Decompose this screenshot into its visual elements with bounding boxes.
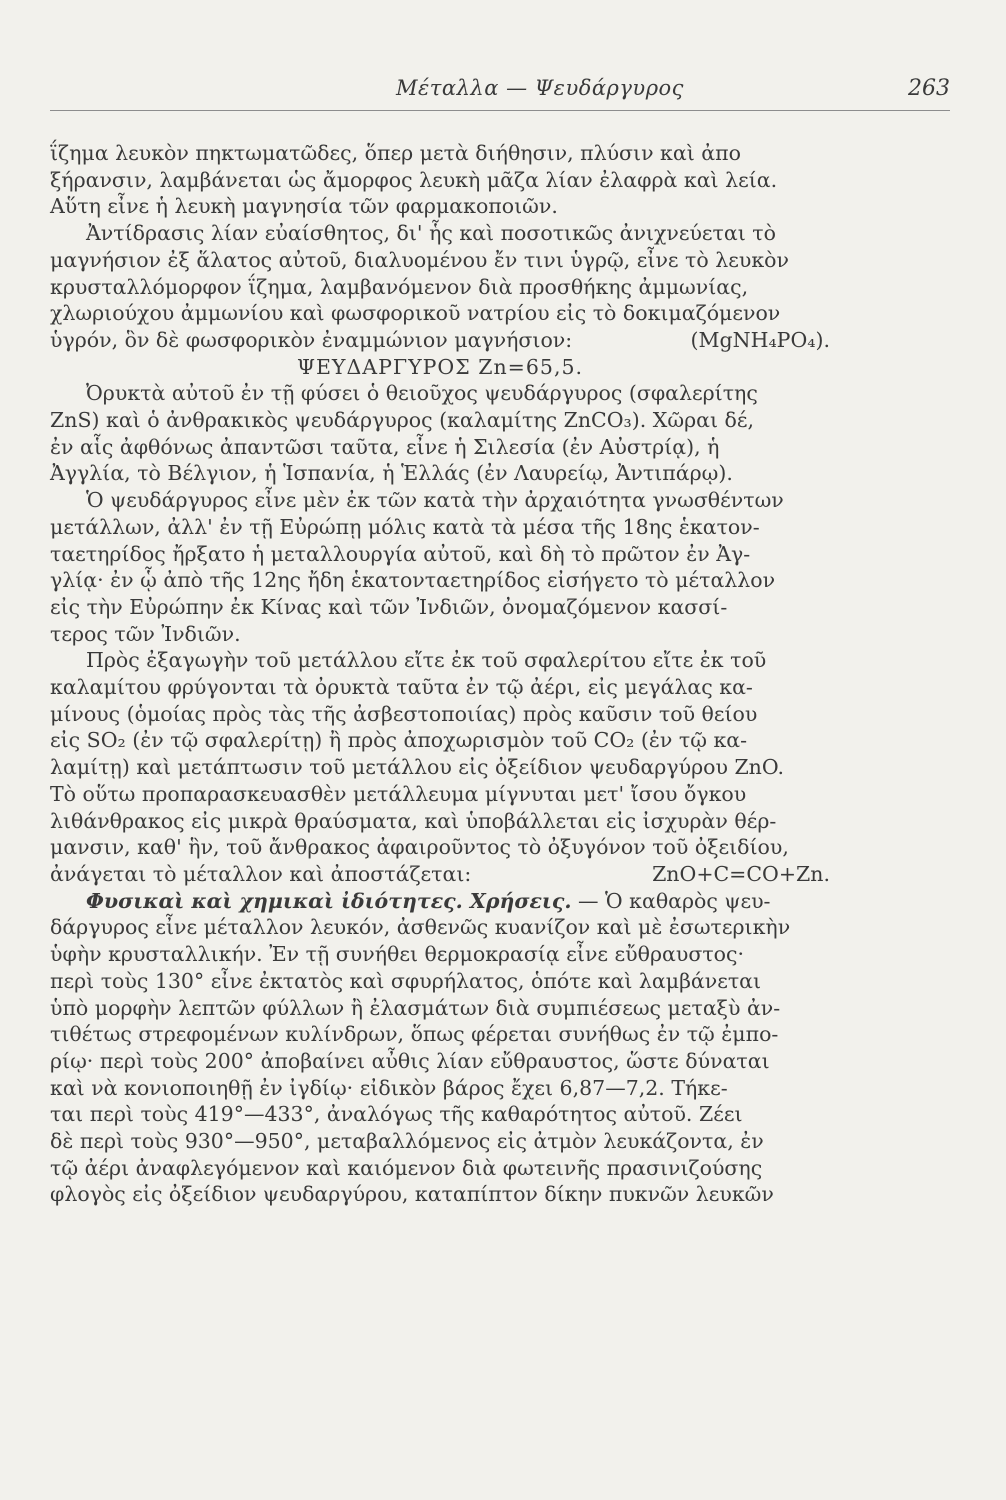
text-line: ξήρανσιν, λαμβάνεται ὡς ἄμορφος λευκὴ μᾶζα λίαν ἐλαφρὰ καὶ λεία. xyxy=(50,167,778,192)
text-line: ὑφὴν κρυσταλλικήν. Ἐν τῇ συνήθει θερμοκρασίᾳ εἶνε εὔθραυστος· xyxy=(50,942,745,967)
text-line: Ὀρυκτὰ αὐτοῦ ἐν τῇ φύσει ὁ θειοῦχος ψευδάργυρος (σφαλερίτης xyxy=(86,381,758,406)
chemical-formula: (MgNH₄PO₄). xyxy=(690,327,830,352)
text-line: ἐν αἷς ἀφθόνως ἀπαντῶσι ταῦτα, εἶνε ἡ Σιλεσία (ἐν Αὐστρίᾳ), ἡ xyxy=(50,434,720,459)
text-line: ΐζημα λευκὸν πηκτωματῶδες, ὅπερ μετὰ διήθησιν, πλύσιν καὶ ἀπο xyxy=(50,141,741,165)
body-text xyxy=(50,140,830,1208)
text-line: λιθάνθρακος εἰς μικρὰ θραύσματα, καὶ ὑποβάλλεται εἰς ἰσχυρὰν θέρ- xyxy=(50,808,777,833)
text-line: Αὕτη εἶνε ἡ λευκὴ μαγνησία τῶν φαρμακοποιῶν. xyxy=(50,194,558,219)
text-line xyxy=(50,888,830,915)
text-line: δάργυρος εἶνε μέταλλον λευκόν, ἀσθενῶς κυανίζον καὶ μὲ ἐσωτερικὴν xyxy=(50,915,791,940)
text-line: Ἀγγλία, τὸ Βέλγιον, ἡ Ἱσπανία, ἡ Ἑλλάς (ἐν Λαυρείῳ, Ἀντιπάρῳ). xyxy=(50,461,733,486)
text-line: τερος τῶν Ἰνδιῶν. xyxy=(50,621,241,646)
text-line: φλογὸς εἰς ὀξείδιον ψευδαργύρου, καταπίπτον δίκην πυκνῶν λευκῶν xyxy=(50,1182,774,1207)
text-line: μανσιν, καθ' ἣν, τοῦ ἄνθρακος ἀφαιροῦντος τὸ ὀξυγόνον τοῦ ὀξειδίου, xyxy=(50,835,789,860)
text-line: Πρὸς ἐξαγωγὴν τοῦ μετάλλου εἴτε ἐκ τοῦ σφαλερίτου εἴτε ἐκ τοῦ xyxy=(86,648,767,673)
line-text: ἀνάγεται τὸ μέταλλον καὶ ἀποστάζεται: xyxy=(50,861,472,886)
text-line: Τὸ οὕτω προπαρασκευασθὲν μετάλλευμα μίγνυται μετ' ἴσου ὄγκου xyxy=(50,781,747,806)
text-line: ται περὶ τοὺς 419°—433°, ἀναλόγως τῆς καθαρότητος αὐτοῦ. Ζέει xyxy=(50,1102,743,1127)
text-line: ZnS) καὶ ὁ ἀνθρακικὸς ψευδάργυρος (καλαμίτης ZnCO₃). Χῶραι δέ, xyxy=(50,408,755,433)
text-line: ταετηρίδος ἤρξατο ἡ μεταλλουργία αὐτοῦ, καὶ δὴ τὸ πρῶτον ἐν Ἀγ- xyxy=(50,541,751,566)
header-rule xyxy=(50,110,950,111)
section-lead: Φυσικαὶ καὶ χημικαὶ ἰδιότητες. Χρήσεις. xyxy=(86,888,572,913)
text-line: ρίῳ· περὶ τοὺς 200° ἀποβαίνει αὖθις λίαν εὔθραυστος, ὥστε δύναται xyxy=(50,1048,770,1073)
text-line: γλίᾳ· ἐν ᾧ ἀπὸ τῆς 12ης ἤδη ἑκατονταετηρίδος εἰσήγετο τὸ μέταλλον xyxy=(50,568,776,593)
running-title: Μέταλλα — Ψευδάργυρος xyxy=(396,76,684,100)
text-line: μίνους (ὁμοίας πρὸς τὰς τῆς ἀσβεστοποιίας) πρὸς καῦσιν τοῦ θείου xyxy=(50,701,758,726)
text-line: κρυσταλλόμορφον ΐζημα, λαμβανόμενον διὰ προσθήκης ἀμμωνίας, xyxy=(50,274,749,299)
chemical-equation: ZnO+C=CO+Zn. xyxy=(652,861,830,886)
line-text: — Ὁ καθαρὸς ψευ- xyxy=(578,888,771,913)
text-line xyxy=(50,861,830,888)
text-line: μετάλλων, ἀλλ' ἐν τῇ Εὐρώπῃ μόλις κατὰ τὰ μέσα τῆς 18ης ἑκατον- xyxy=(50,514,760,539)
page-number: 263 xyxy=(908,76,950,101)
line-text: ὑγρόν, ὃν δὲ φωσφορικὸν ἐναμμώνιον μαγνήσιον: xyxy=(50,327,573,352)
text-line: τιθέτως στρεφομένων κυλίνδρων, ὅπως φέρεται συνήθως ἐν τῷ ἐμπο- xyxy=(50,1022,779,1047)
text-line: περὶ τοὺς 130° εἶνε ἐκτατὸς καὶ σφυρήλατος, ὁπότε καὶ λαμβάνεται xyxy=(50,968,762,993)
text-line xyxy=(50,327,830,354)
text-line: χλωριούχου ἀμμωνίου καὶ φωσφορικοῦ νατρίου εἰς τὸ δοκιμαζόμενον xyxy=(50,301,781,326)
text-line: Ἀντίδρασις λίαν εὐαίσθητος, δι' ἧς καὶ ποσοτικῶς ἀνιχνεύεται τὸ xyxy=(86,221,776,246)
text-line: ὑπὸ μορφὴν λεπτῶν φύλλων ἢ ἐλασμάτων διὰ συμπιέσεως μεταξὺ ἀν- xyxy=(50,995,781,1020)
text-line: καὶ νὰ κονιοποιηθῇ ἐν ἰγδίῳ· εἰδικὸν βάρος ἔχει 6,87—7,2. Τήκε- xyxy=(50,1075,728,1100)
text-line: τῷ ἀέρι ἀναφλεγόμενον καὶ καιόμενον διὰ φωτεινῆς πρασινιζούσης xyxy=(50,1155,763,1180)
text-line: δὲ περὶ τοὺς 930°—950°, μεταβαλλόμενος εἰς ἀτμὸν λευκάζοντα, ἐν xyxy=(50,1129,764,1154)
text-line: μαγνήσιον ἐξ ἅλατος αὐτοῦ, διαλυομένου ἔν τινι ὑγρῷ, εἶνε τὸ λευκὸν xyxy=(50,247,789,272)
section-heading: ΨΕΥΔΑΡΓΥΡΟΣ Zn=65,5. xyxy=(296,354,584,379)
text-line: Ὁ ψευδάργυρος εἶνε μὲν ἐκ τῶν κατὰ τὴν ἀρχαιότητα γνωσθέντων xyxy=(86,488,784,513)
text-line: καλαμίτου φρύγονται τὰ ὀρυκτὰ ταῦτα ἐν τῷ ἀέρι, εἰς μεγάλας κα- xyxy=(50,675,753,700)
text-line: λαμίτῃ) καὶ μετάπτωσιν τοῦ μετάλλου εἰς ὀξείδιον ψευδαργύρου ZnO. xyxy=(50,755,785,780)
text-line: εἰς SO₂ (ἐν τῷ σφαλερίτῃ) ἢ πρὸς ἀποχωρισμὸν τοῦ CO₂ (ἐν τῷ κα- xyxy=(50,728,748,753)
page-header xyxy=(50,72,950,112)
text-line: εἰς τὴν Εὐρώπην ἐκ Κίνας καὶ τῶν Ἰνδιῶν, ὀνομαζόμενον κασσί- xyxy=(50,594,728,619)
